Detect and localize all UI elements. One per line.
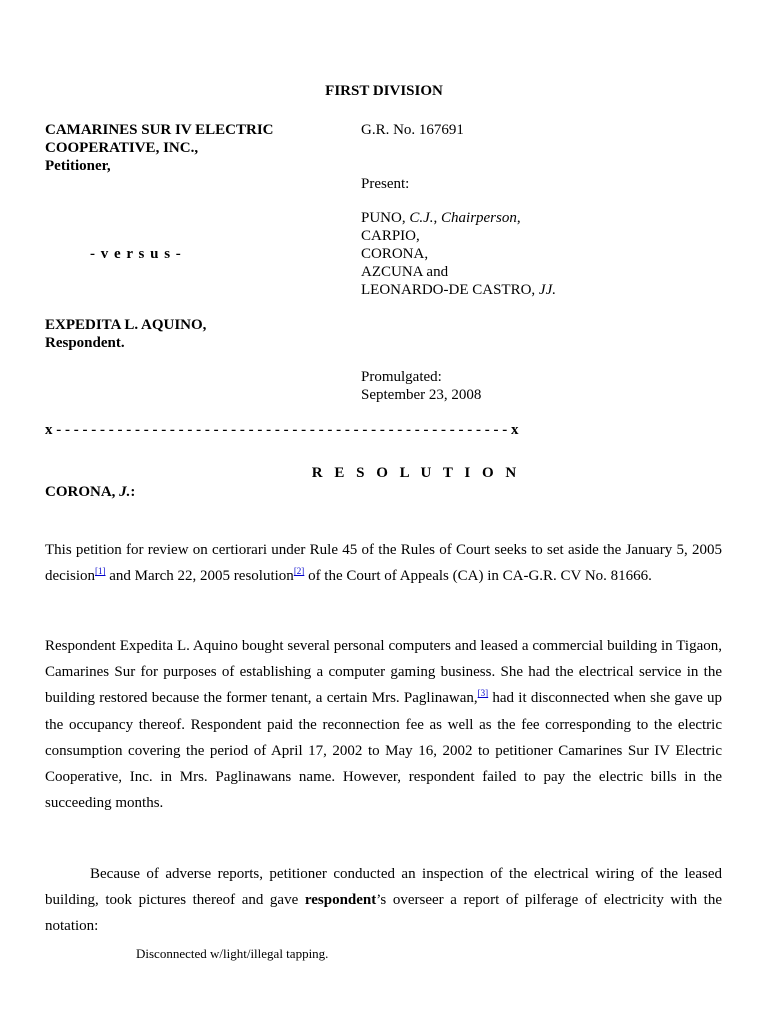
justice-azcuna: AZCUNA and <box>361 264 449 280</box>
block-quote: Disconnected w/light/illegal tapping. <box>136 946 329 961</box>
petitioner-role: Petitioner, <box>45 158 111 174</box>
promulgated-label: Promulgated: <box>361 369 442 385</box>
justice-carpio: CARPIO, <box>361 228 420 244</box>
paragraph-3: Because of adverse reports, petitioner conducted an inspection of the electrical wiring of the leased building, took pictures thereof and gave respondent’s overseer a report of pilferage of electricity with the notation: <box>45 866 722 935</box>
paragraph-2: Respondent Expedita L. Aquino bought several personal computers and leased a commercial building in Tigaon, Camarines Sur for purposes of establishing a computer gaming business. She had the electrical service in the building restored because the former tenant, a certain Mrs. Paglinawan,[3] had it disconnected when she gave up the occupancy thereof. Respondent paid the reconnection fee as well as the fee corresponding to the electric consumption covering the period of April 17, 2002 to May 16, 2002 to petitioner Camarines Sur IV Electric Cooperative, Inc. in Mrs. Paglinawans name. However, respondent failed to pay the electric bills in the succeeding months. <box>45 638 722 812</box>
promulgated-date: September 23, 2008 <box>361 387 482 403</box>
petitioner-name-line2: COOPERATIVE, INC., <box>45 140 199 156</box>
footnote-link-2[interactable]: [2] <box>293 566 305 577</box>
petitioner-block <box>45 121 274 175</box>
respondent-role: Respondent. <box>45 335 125 351</box>
paragraph-1: This petition for review on certiorari under Rule 45 of the Rules of Court seeks to set aside the January 5, 2005 decision[1] and March 22, 2005 resolution[2] of the Court of Appeals (CA) in CA-G.R. CV No. 81666. <box>45 542 722 585</box>
versus-label: - v e r s u s - <box>90 246 182 262</box>
footnote-link-3[interactable]: [3] <box>477 688 489 699</box>
divider-line: x - - - - - - - - - - - - - - - - - - - - - - - - - - - - - - - - - - - - - - - - - - - - - - - - - - - - x <box>45 422 519 438</box>
justice-corona: CORONA, <box>361 246 429 262</box>
resolution-title: R E S O L U T I O N <box>311 465 521 481</box>
division-heading: FIRST DIVISION <box>325 83 443 99</box>
respondent-name: EXPEDITA L. AQUINO, <box>45 317 207 333</box>
gr-number: G.R. No. 167691 <box>361 122 464 138</box>
justice-puno: PUNO, C.J., Chairperson, <box>361 210 521 226</box>
justices-list <box>361 209 556 299</box>
ponente: CORONA, J.: <box>45 484 136 500</box>
respondent-block <box>45 316 206 352</box>
petitioner-name-line1: CAMARINES SUR IV ELECTRIC <box>45 122 274 138</box>
present-label: Present: <box>361 176 410 192</box>
promulgated-block <box>361 368 481 404</box>
footnote-link-1[interactable]: [1] <box>95 566 106 577</box>
justice-leonardo-de-castro: LEONARDO-DE CASTRO, JJ. <box>361 282 556 298</box>
